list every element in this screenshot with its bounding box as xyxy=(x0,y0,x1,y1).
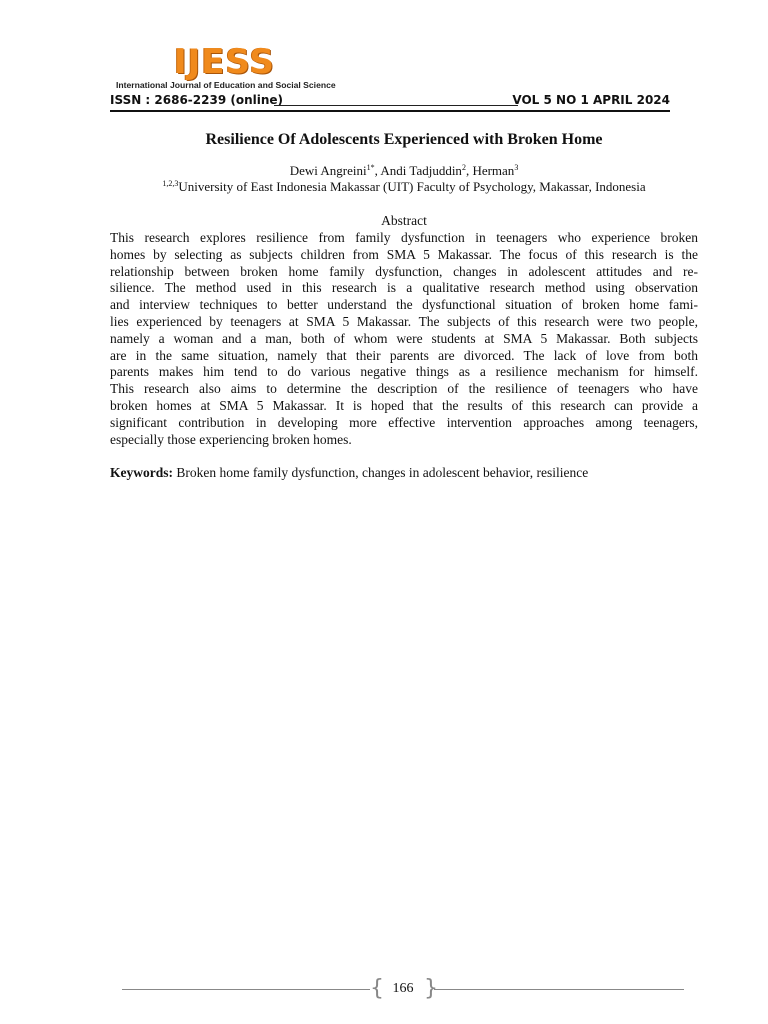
abstract-line: significant contribution in developing more effective intervention approaches among teenagers, xyxy=(110,414,698,430)
affiliation xyxy=(110,179,698,195)
affiliation-marks: 1,2,3 xyxy=(162,179,179,188)
issn-underline xyxy=(274,105,518,106)
abstract-line: silience. The method used in this research is a qualitative research method using observation xyxy=(110,280,698,296)
footer-rule-right xyxy=(434,989,684,990)
journal-logo xyxy=(112,44,372,92)
abstract-line: This research also aims to determine the description of the resilience of teenagers who have xyxy=(110,381,698,397)
volume-info: VOL 5 NO 1 APRIL 2024 xyxy=(512,93,670,107)
abstract-heading: Abstract xyxy=(381,213,427,228)
abstract-body xyxy=(110,230,698,448)
keywords-text: Broken home family dysfunction, changes in adolescent behavior, resilience xyxy=(176,465,589,480)
author-mark: 2 xyxy=(461,163,466,172)
header-rule xyxy=(110,110,670,112)
logo-text: IJESS xyxy=(174,42,275,82)
page-number: 166 xyxy=(392,981,414,996)
abstract-line: homes by selecting as subjects children from SMA 5 Makassar. The focus of this research is the xyxy=(110,246,698,262)
right-brace-icon: } xyxy=(424,976,438,1001)
author-name: Dewi Angreini xyxy=(289,163,367,178)
abstract-line: parents makes him tend to do various negative things as a resilience mechanism for himself. xyxy=(110,364,698,380)
keywords xyxy=(110,465,698,481)
author-name: Herman xyxy=(472,163,515,178)
abstract-line: relationship between broken home family dysfunction, changes in adolescent attitudes and re- xyxy=(110,263,698,279)
page-footer xyxy=(122,976,684,1002)
author-name: Andi Tadjuddin xyxy=(380,163,462,178)
left-brace-icon: { xyxy=(370,976,384,1001)
abstract-line: lies experienced by teenagers at SMA 5 Makassar. The subjects of this research were two people, xyxy=(110,313,698,329)
abstract-line: broken homes at SMA 5 Makassar. It is hoped that the results of this research can provide a xyxy=(110,397,698,413)
abstract-line: and interview techniques to better understand the dysfunctional situation of broken home fami- xyxy=(110,297,698,313)
author-mark: 3 xyxy=(514,163,519,172)
journal-name: International Journal of Education and Social Science xyxy=(116,80,336,90)
issn: ISSN : 2686-2239 (online) xyxy=(110,93,284,107)
abstract-line: are in the same situation, namely that their parents are divorced. The lack of love from both xyxy=(110,347,698,363)
author-mark: 1* xyxy=(366,163,375,172)
abstract-line: namely a woman and a man, both of whom were students at SMA 5 Makassar. Both subjects xyxy=(110,330,698,346)
affiliation-text: University of East Indonesia Makassar (UIT) Faculty of Psychology, Makassar, Indonesia xyxy=(178,179,646,194)
abstract-line: especially those experiencing broken homes. xyxy=(110,431,352,447)
abstract-line: This research explores resilience from family dysfunction in teenagers who experience broken xyxy=(110,230,698,245)
author-list: Dewi Angreini$^{1*}$, Andi Tadjuddin$^2$, Herman$^3$ xyxy=(289,163,519,178)
paper-title: Resilience Of Adolescents Experienced with Broken Home xyxy=(205,131,603,148)
footer-rule-left xyxy=(122,989,370,990)
keywords-label: Keywords: xyxy=(110,465,173,480)
